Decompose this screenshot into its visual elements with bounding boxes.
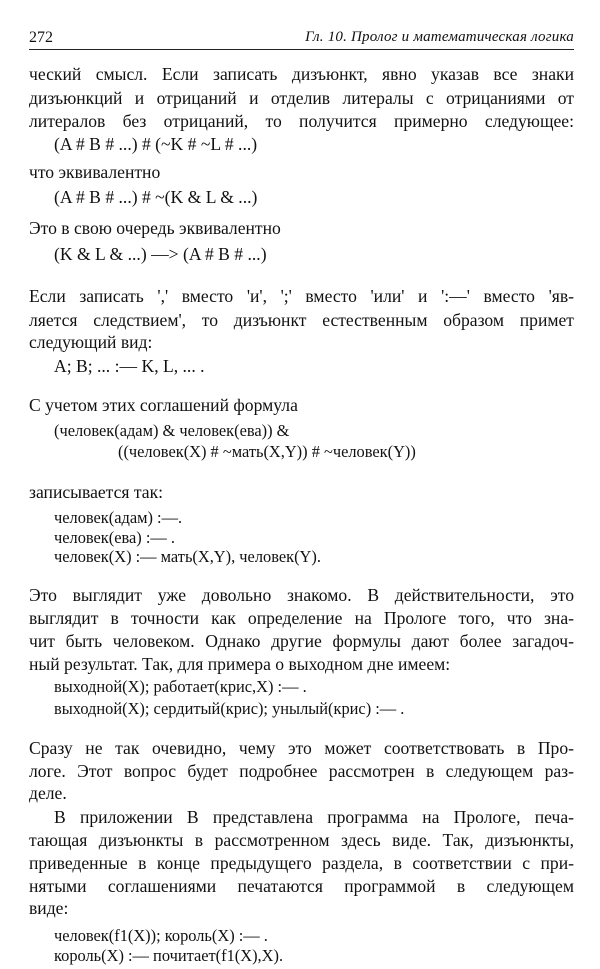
formula-line: ((человек(X) # ~мать(X,Y)) # ~человек(Y)) xyxy=(118,442,416,461)
text-line: нятыми соглашениями печатаются программой в следующем xyxy=(29,876,574,896)
text-line: ный результат. Так, для примера о выходном дне имеем: xyxy=(29,654,451,674)
formula-line: (человек(адам) & человек(ева)) & xyxy=(54,421,290,440)
text-line: Сразу не так очевидно, чему это может соответствовать в Про- xyxy=(29,738,574,758)
formula-line: A; B; ... :— K, L, ... . xyxy=(54,356,205,376)
text-line: литералов без отрицаний, то получится примерно следующее: xyxy=(29,111,574,131)
formula-line: (A # B # ...) # (~K # ~L # ...) xyxy=(54,134,258,154)
text-line: записывается так: xyxy=(29,482,164,502)
text-line: Это выглядит уже довольно знакомо. В действительности, это xyxy=(29,585,574,605)
text-line: ческий смысл. Если записать дизъюнкт, явно указав все знаки xyxy=(29,64,574,84)
formula-line: (K & L & ...) —> (A # B # ...) xyxy=(54,244,267,264)
text-line: выглядит в точности как определение на Прологе того, что зна- xyxy=(29,608,574,628)
text-line: что эквивалентно xyxy=(29,162,161,182)
text-line: приведенные в конце предыдущего раздела, в соответствии с при- xyxy=(29,853,574,873)
text-line: логе. Этот вопрос будет подробнее рассмотрен в следующем раз- xyxy=(29,761,574,781)
text-line: чит быть человеком. Однако другие формулы дают более загадоч- xyxy=(29,631,574,651)
text-line: тающая дизъюнкты в рассмотренном здесь виде. Так, дизъюнкты, xyxy=(29,830,574,850)
text-line: следующий вид: xyxy=(29,332,153,352)
text-line: Это в свою очередь эквивалентно xyxy=(29,218,281,238)
text-line: Если записать ',' вместо 'и', ';' вместо 'или' и ':—' вместо 'яв- xyxy=(29,286,574,306)
code-line: выходной(X); работает(крис,X) :— . xyxy=(54,677,307,696)
formula-line: (A # B # ...) # ~(K & L & ...) xyxy=(54,187,258,207)
text-line: деле. xyxy=(29,783,67,803)
text-line: В приложении В представлена программа на Прологе, печа- xyxy=(54,807,574,827)
code-line: выходной(X); сердитый(крис); унылый(крис) :— . xyxy=(54,699,405,718)
page-header xyxy=(29,27,574,50)
code-line: человек(адам) :—. xyxy=(54,508,183,527)
running-title: Гл. 10. Пролог и математическая логика xyxy=(305,29,574,45)
text-line: ляется следствием', то дизъюнкт естественным образом примет xyxy=(29,310,574,330)
text-line: дизъюнкций и отрицаний и отделив литералы с отрицаниями от xyxy=(29,88,574,108)
text-line: виде: xyxy=(29,898,69,918)
page-number: 272 xyxy=(29,29,53,46)
code-line: король(X) :— почитает(f1(X),X). xyxy=(54,946,284,965)
code-line: человек(f1(X)); король(X) :— . xyxy=(54,926,268,945)
text-line: С учетом этих соглашений формула xyxy=(29,395,298,415)
code-line: человек(X) :— мать(X,Y), человек(Y). xyxy=(54,547,321,566)
code-line: человек(ева) :— . xyxy=(54,528,176,547)
